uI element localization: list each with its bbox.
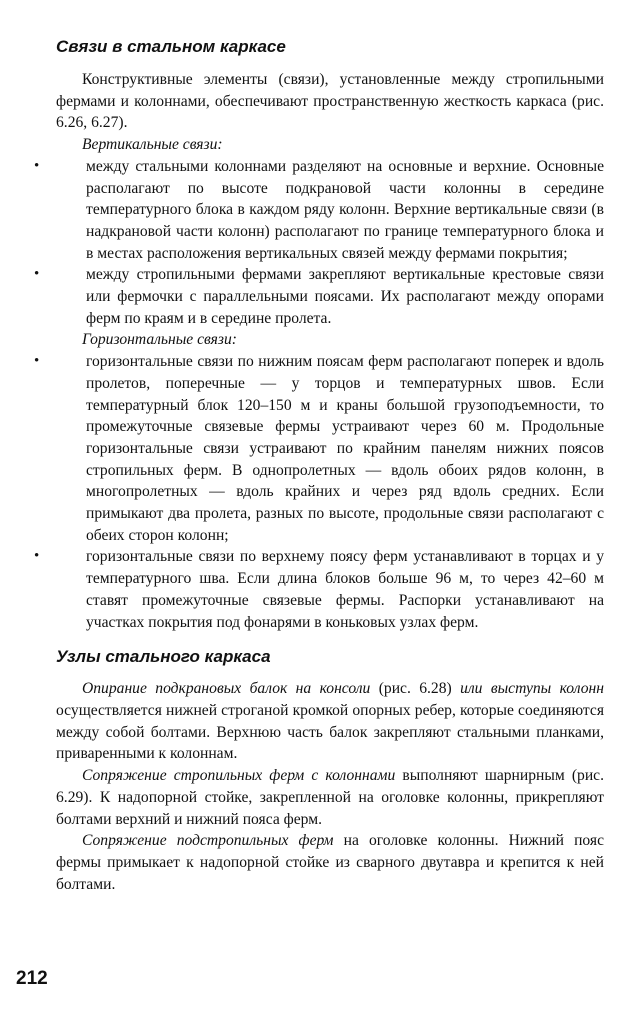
intro-paragraph: Конструктивные элементы (связи), установленные между стропильными фермами и колоннами, обеспечивают пространственную жесткость каркаса (рис. 6.26, 6.27). xyxy=(56,71,604,132)
horizontal-bracing-label: Горизонтальные связи: xyxy=(82,331,237,349)
paragraph-crane-beams xyxy=(56,678,604,765)
italic-term: Сопряжение подстропильных ферм xyxy=(82,832,334,850)
bullet-icon: • xyxy=(34,353,40,370)
bullet-icon: • xyxy=(34,157,40,174)
paragraph-text: на оголовке колонны. Нижний пояс фермы примыкает к надопорной стойке из сварного двутавра и крепится к ней болтами. xyxy=(56,832,605,893)
list-item xyxy=(34,546,604,633)
vertical-bracing-label: Вертикальные связи: xyxy=(82,136,223,154)
list-item-text: между стропильными фермами закрепляют вертикальные крестовые связи или фермочки с параллельными поясами. Их располагают между опорами ферм по краям и в середине пролета. xyxy=(86,266,604,327)
paragraph-text: (рис. 6.28) xyxy=(370,680,461,698)
list-item-text: горизонтальные связи по верхнему поясу ферм устанавливают в торцах и у температурного шва. Если длина блоков больше 96 м, то через 42–60 м ставят промежуточные связевые фермы. Распорки устанавливают на участках покрытия под фонарями в коньковых узлах ферм. xyxy=(86,548,604,631)
paragraph-text: выполняют шарнирным (рис. 6.29). К надопорной стойке, закрепленной на оголовке колонны, прикрепляют болтами верхний и нижний пояса ферм. xyxy=(56,767,604,828)
paragraph-sub-truss xyxy=(56,830,604,895)
horizontal-bracing-list xyxy=(34,351,604,633)
list-item xyxy=(34,264,604,329)
bullet-icon: • xyxy=(34,266,40,283)
italic-term: Опирание подкрановых балок на консоли xyxy=(82,680,371,698)
vertical-bracing-list xyxy=(34,156,604,330)
list-item xyxy=(34,351,604,546)
italic-term: или выступы колонн xyxy=(460,680,604,698)
bullet-icon: • xyxy=(34,548,40,565)
list-item-text: между стальными колоннами разделяют на основные и верхние. Основные располагают по высоте подкрановой части колонны в середине температурного блока в каждом ряду колонн. Верхние вертикальные связи (в надкрановой части колонн) располагают по границе температурного блока и в местах расположения вертикальных связей между фермами покрытия; xyxy=(86,157,604,262)
section-heading-steel-joints: Узлы стального каркаса xyxy=(56,647,271,667)
italic-term: Сопряжение стропильных ферм с колоннами xyxy=(82,767,396,785)
list-item-text: горизонтальные связи по нижним поясам ферм располагают поперек и вдоль пролетов, поперечные — у торцов и температурных швов. Если температурный блок 120–150 м и краны большой грузоподъемности, то промежуточные связевые фермы устраивают через 60 м. Продольные горизонтальные связи устраивают по крайним панелям нижних поясов стропильных ферм. В однопролетных — вдоль обоих рядов колонн, в многопролетных — вдоль крайних и через ряд вдоль средних. Если примыкают два пролета, разных по высоте, продольные связи располагают с обеих сторон колонн; xyxy=(86,353,604,544)
section-heading-steel-bracing: Связи в стальном каркасе xyxy=(56,37,286,56)
paragraph-truss-column xyxy=(56,765,604,830)
page-body xyxy=(34,36,605,895)
paragraph-text: осуществляется нижней строганой кромкой опорных ребер, которые соединяются между собой болтами. Верхнюю часть балок закрепляют стальными планками, приваренными к колоннам. xyxy=(56,701,604,763)
list-item xyxy=(34,156,604,265)
page-number: 212 xyxy=(16,968,48,989)
